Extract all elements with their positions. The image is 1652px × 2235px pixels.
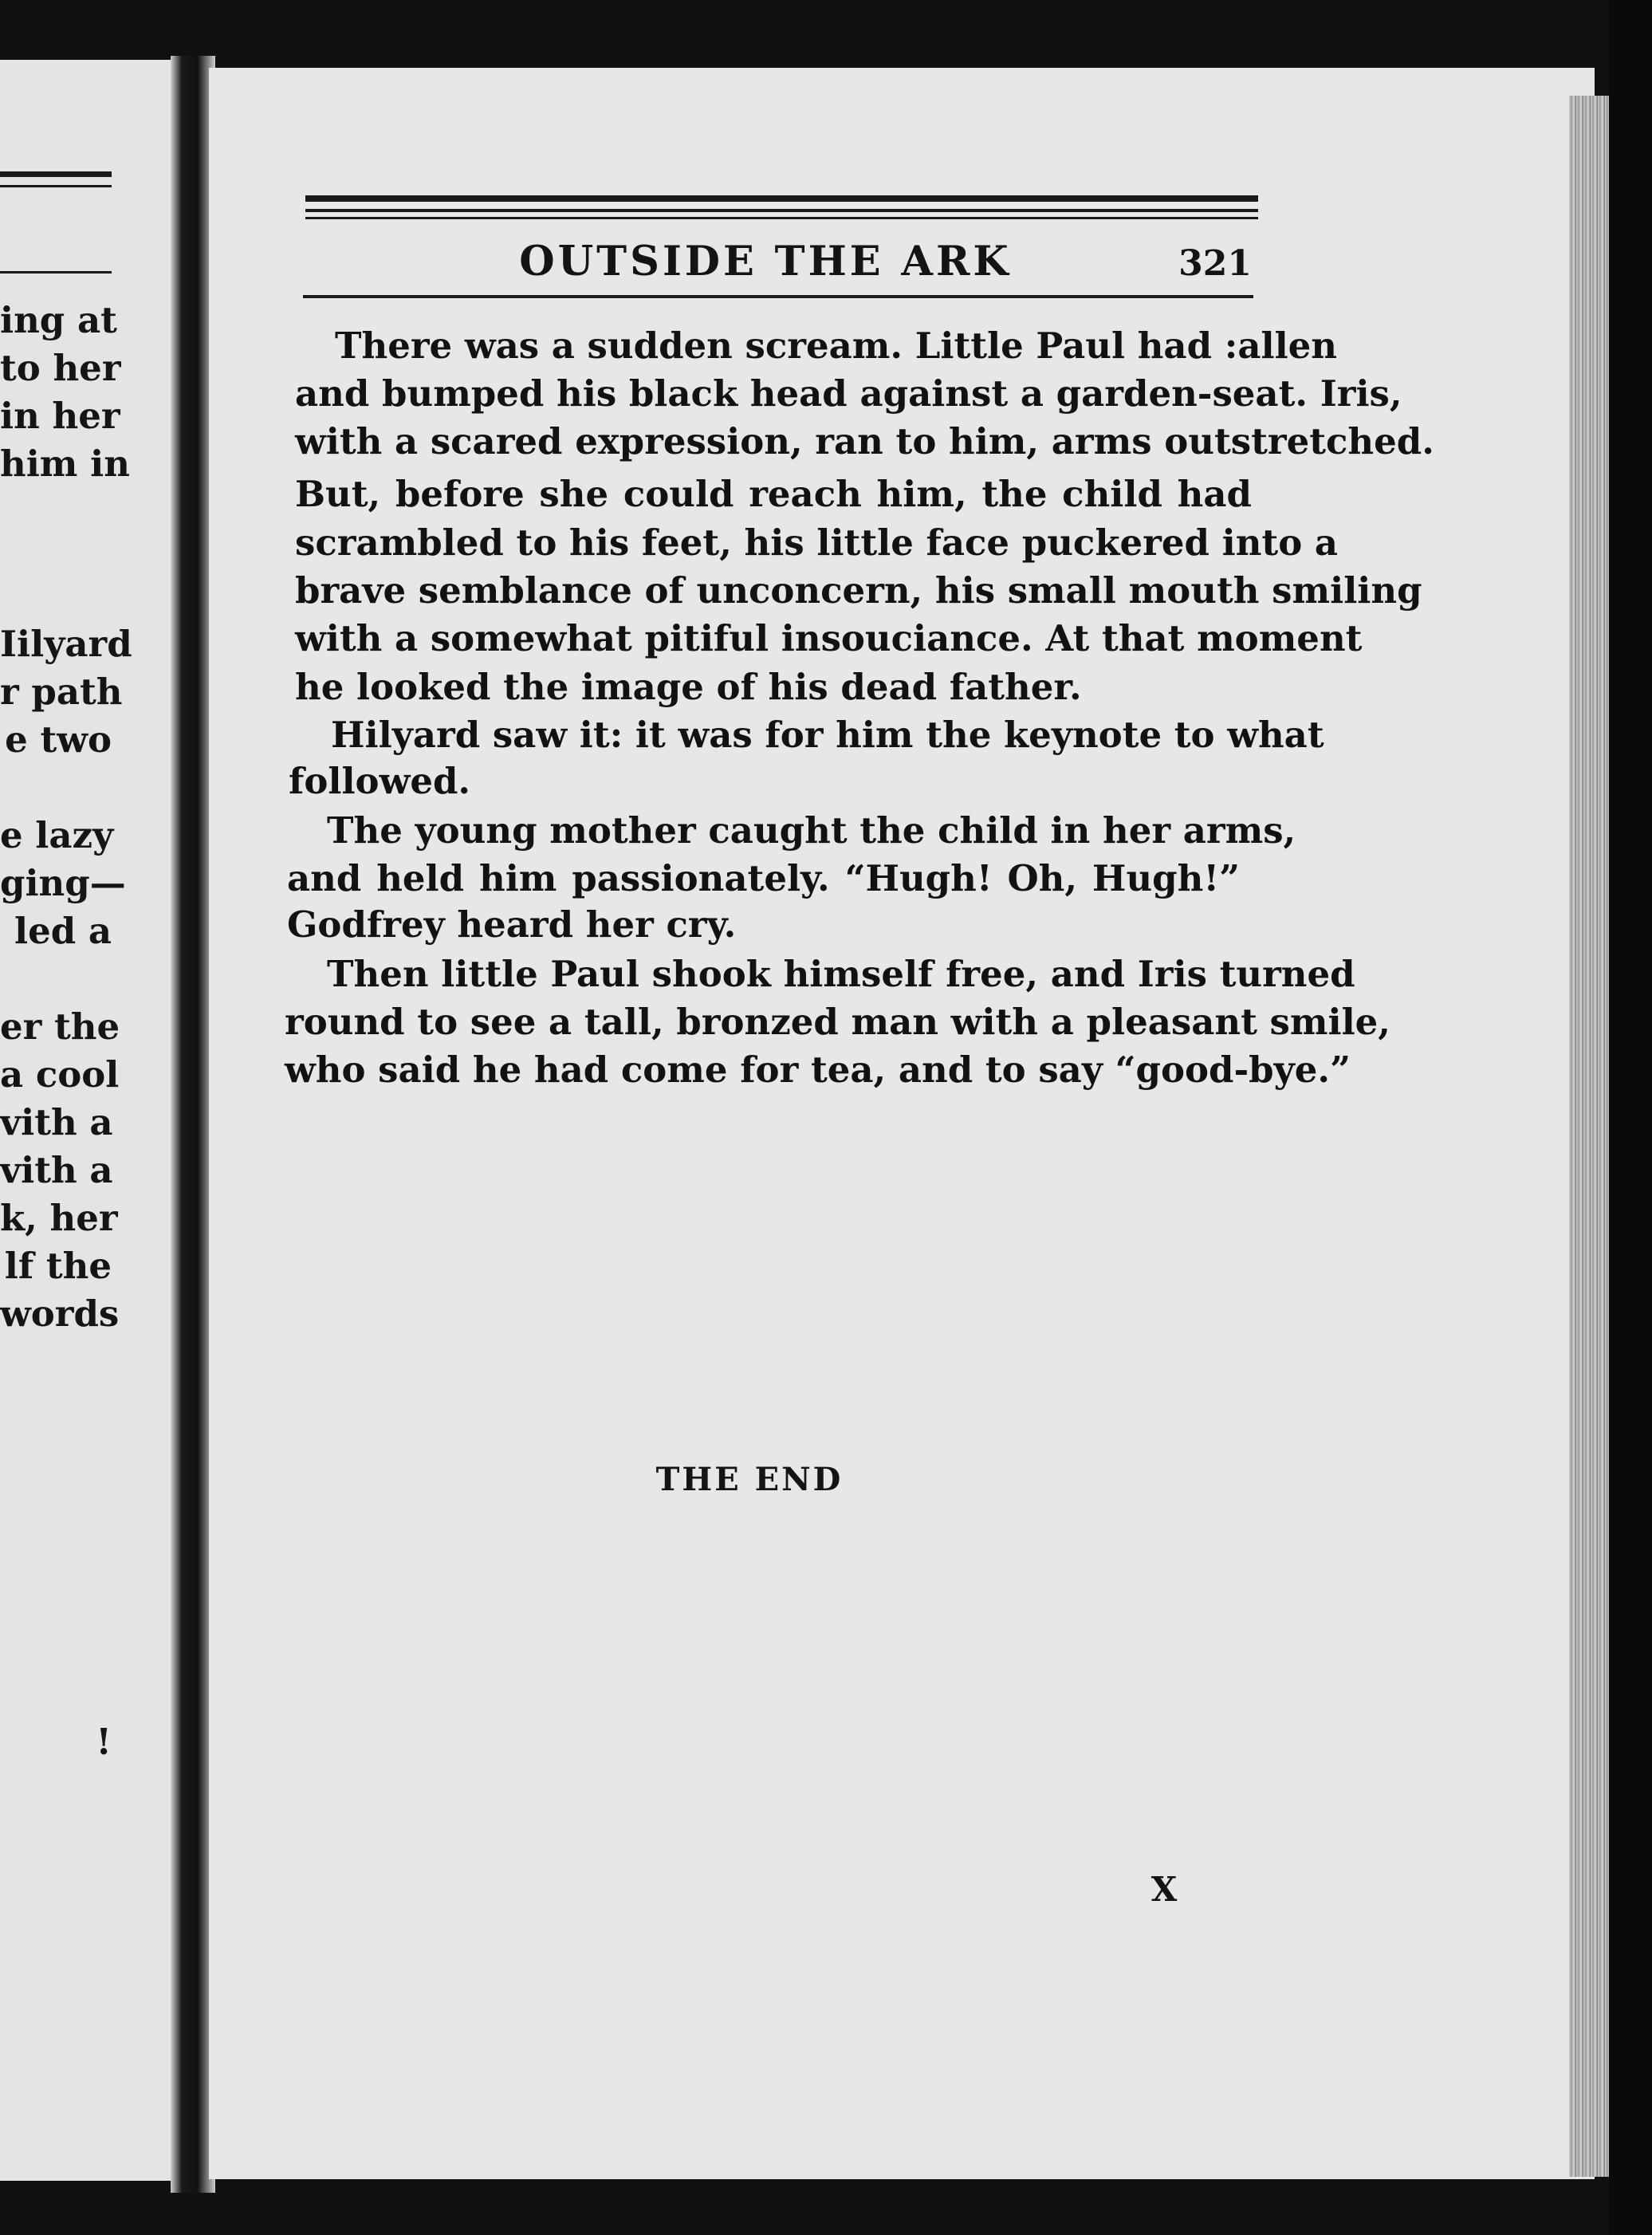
facing-page-line: k, her (0, 1197, 118, 1239)
body-line: followed. (289, 760, 471, 802)
body-line: Godfrey heard her cry. (287, 903, 737, 946)
page-edge-stack (1569, 96, 1609, 2177)
body-line: Hilyard saw it: it was for him the keynote to what (331, 714, 1324, 756)
header-rule-thin (305, 209, 1258, 212)
body-line: There was a sudden scream. Little Paul had :allen (335, 325, 1338, 367)
facing-page-exclamation: ! (96, 1721, 112, 1763)
body-line: But, before she could reach him, the child had (295, 473, 1252, 515)
header-rule-thin (305, 217, 1258, 219)
facing-page-line: ging— (0, 862, 126, 904)
signature-mark: X (1150, 1870, 1178, 1909)
facing-page-line: in her (0, 395, 120, 437)
header-rule-thick (305, 195, 1258, 202)
facing-page-line: ing at (0, 299, 117, 341)
facing-page-line: Iilyard (0, 623, 132, 665)
facing-page-line: lf the (4, 1245, 112, 1287)
body-line: round to see a tall, bronzed man with a pleasant smile, (285, 1001, 1390, 1043)
body-line: with a scared expression, ran to him, arms outstretched. (295, 420, 1434, 462)
body-line: scrambled to his feet, his little face puckered into a (295, 521, 1339, 564)
facing-page-line: e two (5, 718, 112, 761)
facing-page-line: er the (0, 1005, 120, 1048)
facing-page-line: e lazy (0, 814, 114, 856)
facing-page-rule (0, 171, 112, 177)
body-line: and bumped his black head against a garden-seat. Iris, (295, 372, 1402, 415)
body-line: brave semblance of unconcern, his small mouth smiling (295, 569, 1422, 612)
body-line: and held him passionately. “Hugh! Oh, Hugh!” (287, 857, 1240, 899)
scan-border (1609, 0, 1652, 2235)
facing-page-line: led a (14, 910, 112, 952)
facing-page-rule (0, 185, 112, 187)
body-line: who said he had come for tea, and to say “good-bye.” (285, 1049, 1351, 1091)
facing-page (0, 60, 185, 2181)
facing-page-line: r path (0, 671, 123, 713)
body-line: Then little Paul shook himself free, and Iris turned (327, 953, 1355, 995)
facing-page-line: a cool (0, 1053, 120, 1096)
facing-page-rule (0, 271, 112, 273)
page-number: 321 (1178, 243, 1252, 284)
running-title: OUTSIDE THE ARK (519, 238, 1012, 285)
facing-page-line: words (0, 1293, 120, 1335)
facing-page-line: him in (0, 443, 130, 485)
the-end-label: THE END (655, 1461, 844, 1498)
body-line: The young mother caught the child in her arms, (327, 809, 1296, 852)
header-rule-bottom (303, 295, 1253, 298)
body-line: he looked the image of his dead father. (295, 666, 1082, 708)
facing-page-line: vith a (0, 1101, 113, 1143)
facing-page-line: to her (0, 347, 121, 389)
facing-page-line: vith a (0, 1149, 113, 1191)
body-line: with a somewhat pitiful insouciance. At that moment (295, 617, 1363, 659)
